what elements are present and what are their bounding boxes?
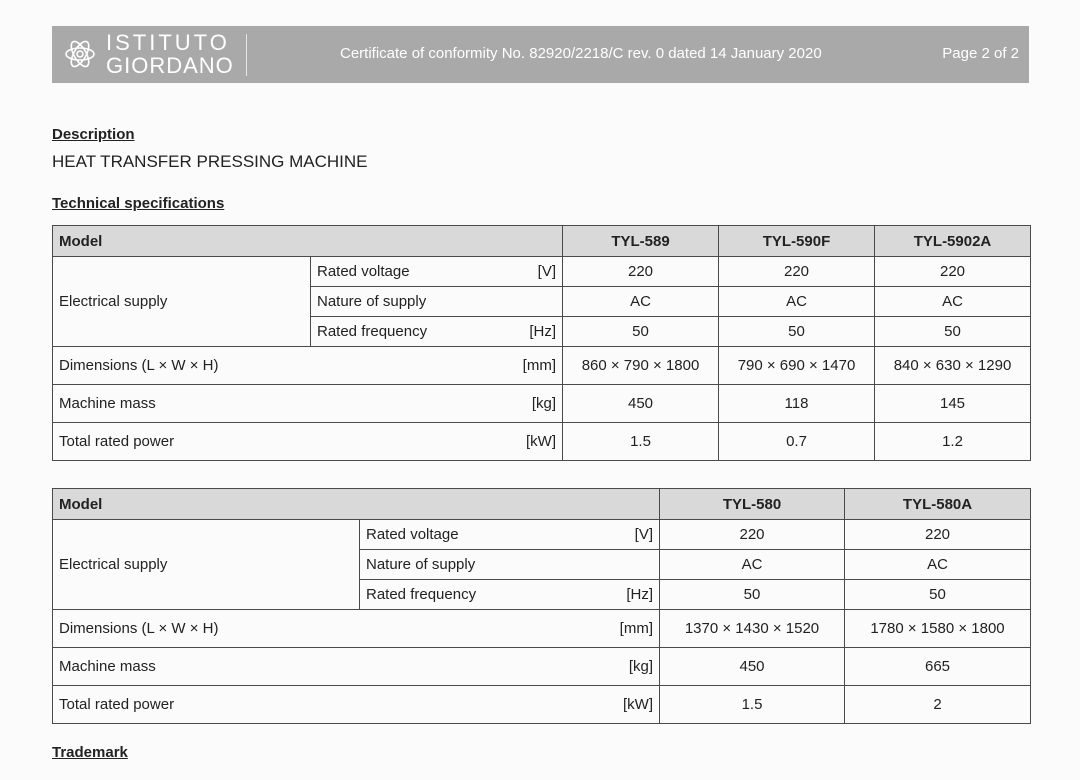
frequency-value: 50 bbox=[719, 317, 875, 347]
table-row bbox=[53, 686, 1031, 724]
nature-value: AC bbox=[875, 287, 1031, 317]
dimensions-text: Dimensions (L × W × H) bbox=[59, 620, 219, 637]
voltage-value: 220 bbox=[845, 520, 1031, 550]
nature-value: AC bbox=[719, 287, 875, 317]
power-value: 1.5 bbox=[563, 423, 719, 461]
mass-label bbox=[53, 648, 660, 686]
dimensions-label bbox=[53, 610, 660, 648]
table-row bbox=[53, 423, 1031, 461]
power-value: 0.7 bbox=[719, 423, 875, 461]
power-text: Total rated power bbox=[59, 696, 175, 713]
frequency-value: 50 bbox=[875, 317, 1031, 347]
rated-frequency-text: Rated frequency bbox=[366, 586, 477, 603]
nature-of-supply-label: Nature of supply bbox=[311, 287, 563, 317]
model-name: TYL-590F bbox=[719, 226, 875, 257]
mass-text: Machine mass bbox=[59, 395, 156, 412]
power-label bbox=[53, 423, 563, 461]
rated-voltage-label bbox=[311, 257, 563, 287]
nature-of-supply-label: Nature of supply bbox=[360, 550, 660, 580]
rated-frequency-unit: [Hz] bbox=[529, 323, 556, 340]
voltage-value: 220 bbox=[563, 257, 719, 287]
power-label bbox=[53, 686, 660, 724]
rated-voltage-text: Rated voltage bbox=[366, 526, 459, 543]
rated-voltage-unit: [V] bbox=[634, 526, 653, 543]
mass-label bbox=[53, 385, 563, 423]
model-name: TYL-580 bbox=[660, 489, 845, 520]
frequency-value: 50 bbox=[845, 580, 1031, 610]
istituto-giordano-logo-icon bbox=[60, 32, 100, 76]
voltage-value: 220 bbox=[875, 257, 1031, 287]
table-row bbox=[53, 520, 1031, 550]
nature-value: AC bbox=[660, 550, 845, 580]
mass-unit: [kg] bbox=[531, 395, 556, 412]
rated-voltage-text: Rated voltage bbox=[317, 263, 410, 280]
table-row bbox=[53, 257, 1031, 287]
table-row bbox=[53, 347, 1031, 385]
dimensions-value: 1780 × 1580 × 1800 bbox=[845, 610, 1031, 648]
electrical-supply-label: Electrical supply bbox=[53, 257, 311, 347]
model-name: TYL-580A bbox=[845, 489, 1031, 520]
table-row bbox=[53, 226, 1031, 257]
table-row bbox=[53, 610, 1031, 648]
electrical-supply-label: Electrical supply bbox=[53, 520, 360, 610]
technical-specifications-heading: Technical specifications bbox=[52, 195, 225, 212]
mass-text: Machine mass bbox=[59, 658, 156, 675]
mass-value: 118 bbox=[719, 385, 875, 423]
model-name: TYL-5902A bbox=[875, 226, 1031, 257]
dimensions-value: 860 × 790 × 1800 bbox=[563, 347, 719, 385]
dimensions-value: 790 × 690 × 1470 bbox=[719, 347, 875, 385]
logo-text-giordano: GIORDANO bbox=[106, 53, 234, 78]
mass-value: 450 bbox=[563, 385, 719, 423]
rated-frequency-text: Rated frequency bbox=[317, 323, 428, 340]
nature-value: AC bbox=[845, 550, 1031, 580]
mass-value: 450 bbox=[660, 648, 845, 686]
page-number: Page 2 of 2 bbox=[942, 45, 1019, 62]
table-row bbox=[53, 489, 1031, 520]
trademark-heading: Trademark bbox=[52, 744, 128, 761]
power-value: 1.5 bbox=[660, 686, 845, 724]
nature-value: AC bbox=[563, 287, 719, 317]
power-value: 1.2 bbox=[875, 423, 1031, 461]
voltage-value: 220 bbox=[719, 257, 875, 287]
power-unit: [kW] bbox=[623, 696, 653, 713]
logo-divider bbox=[246, 34, 247, 76]
voltage-value: 220 bbox=[660, 520, 845, 550]
dimensions-value: 840 × 630 × 1290 bbox=[875, 347, 1031, 385]
rated-frequency-unit: [Hz] bbox=[626, 586, 653, 603]
model-header: Model bbox=[53, 226, 563, 257]
dimensions-value: 1370 × 1430 × 1520 bbox=[660, 610, 845, 648]
dimensions-label bbox=[53, 347, 563, 385]
dimensions-unit: [mm] bbox=[522, 357, 556, 374]
rated-frequency-label bbox=[311, 317, 563, 347]
rated-voltage-unit: [V] bbox=[537, 263, 556, 280]
certificate-header bbox=[52, 26, 1029, 83]
mass-value: 145 bbox=[875, 385, 1031, 423]
mass-value: 665 bbox=[845, 648, 1031, 686]
table-row bbox=[53, 648, 1031, 686]
dimensions-unit: [mm] bbox=[619, 620, 653, 637]
certificate-reference: Certificate of conformity No. 82920/2218/C rev. 0 dated 14 January 2020 bbox=[340, 45, 822, 62]
model-name: TYL-589 bbox=[563, 226, 719, 257]
dimensions-text: Dimensions (L × W × H) bbox=[59, 357, 219, 374]
power-unit: [kW] bbox=[526, 433, 556, 450]
power-value: 2 bbox=[845, 686, 1031, 724]
table-row bbox=[53, 385, 1031, 423]
rated-frequency-label bbox=[360, 580, 660, 610]
power-text: Total rated power bbox=[59, 433, 175, 450]
model-header: Model bbox=[53, 489, 660, 520]
frequency-value: 50 bbox=[563, 317, 719, 347]
description-text: HEAT TRANSFER PRESSING MACHINE bbox=[52, 152, 368, 171]
spec-table-2 bbox=[52, 488, 1031, 724]
rated-voltage-label bbox=[360, 520, 660, 550]
spec-table-1 bbox=[52, 225, 1031, 461]
description-heading: Description bbox=[52, 126, 135, 143]
frequency-value: 50 bbox=[660, 580, 845, 610]
logo-text-istituto: ISTITUTO bbox=[106, 30, 230, 55]
mass-unit: [kg] bbox=[628, 658, 653, 675]
